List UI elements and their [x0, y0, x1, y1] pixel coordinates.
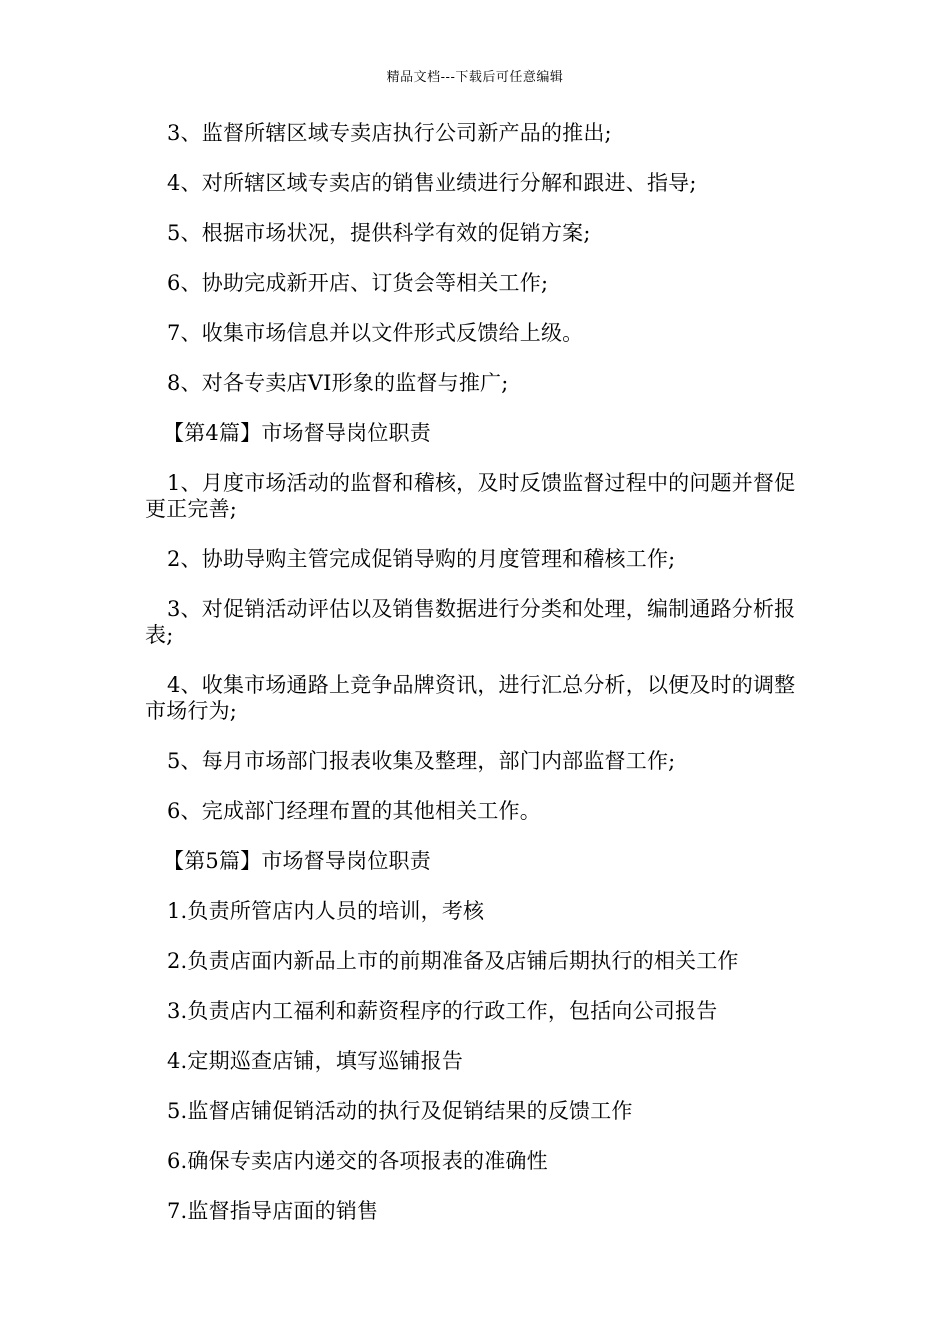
section-heading: 【第5篇】市场督导岗位职责 [163, 849, 431, 873]
document-body [145, 120, 810, 1248]
paragraph-list-item: 7、收集市场信息并以文件形式反馈给上级。 [167, 321, 584, 345]
paragraph-list-item: 2.负责店面内新品上市的前期准备及店铺后期执行的相关工作 [167, 949, 739, 973]
paragraph-list-item: 4、对所辖区域专卖店的销售业绩进行分解和跟进、指导; [167, 171, 697, 195]
paragraph-list-item: 2、协助导购主管完成促销导购的月度管理和稽核工作; [167, 547, 676, 571]
paragraph-list-item: 6、协助完成新开店、订货会等相关工作; [167, 271, 549, 295]
page-header: 精品文档---下载后可任意编辑 [386, 70, 564, 85]
paragraph-list-item: 3、对促销活动评估以及销售数据进行分类和处理，编制通路分析报表; [145, 597, 796, 647]
paragraph-list-item: 5、根据市场状况，提供科学有效的促销方案; [167, 221, 591, 245]
paragraph-list-item: 8、对各专卖店VI形象的监督与推广; [167, 371, 509, 395]
paragraph-list-item: 3、监督所辖区域专卖店执行公司新产品的推出; [167, 121, 612, 145]
paragraph-list-item: 4.定期巡查店铺，填写巡铺报告 [167, 1049, 464, 1073]
paragraph-list-item: 5.监督店铺促销活动的执行及促销结果的反馈工作 [167, 1099, 633, 1123]
paragraph-list-item: 4、收集市场通路上竞争品牌资讯，进行汇总分析，以便及时的调整市场行为; [145, 673, 796, 723]
paragraph-list-item: 6、完成部门经理布置的其他相关工作。 [167, 799, 541, 823]
paragraph-list-item: 5、每月市场部门报表收集及整理，部门内部监督工作; [167, 749, 676, 773]
paragraph-list-item: 6.确保专卖店内递交的各项报表的准确性 [167, 1149, 548, 1173]
paragraph-list-item: 3.负责店内工福利和薪资程序的行政工作，包括向公司报告 [167, 999, 718, 1023]
paragraph-list-item: 1、月度市场活动的监督和稽核，及时反馈监督过程中的问题并督促更正完善; [145, 471, 796, 521]
paragraph-list-item: 7.监督指导店面的销售 [167, 1199, 379, 1223]
section-heading: 【第4篇】市场督导岗位职责 [163, 421, 431, 445]
paragraph-list-item: 1.负责所管店内人员的培训，考核 [167, 899, 485, 923]
